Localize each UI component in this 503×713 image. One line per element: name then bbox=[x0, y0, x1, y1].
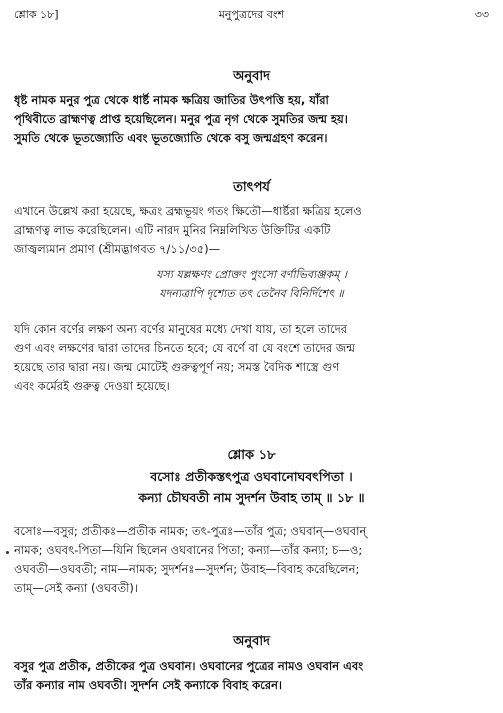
header-sloka-ref: শ্লোক ১৮] bbox=[14, 8, 59, 21]
sloka-line: বসোঃ প্রতীকস্তৎপুত্র ওঘবানোঘবৎপিতা । bbox=[150, 469, 353, 484]
quoted-verse bbox=[0, 265, 503, 303]
text-line: তাম্—সেই কন্যা (ওঘবতী)। bbox=[14, 581, 138, 595]
text-line: নামক; ওঘবৎ-পিতা—যিনি ছিলেন ওঘবানের পিতা; কন্যা—তাঁর কন্যা; চ—ও; bbox=[14, 543, 363, 557]
text-line: সুমতি থেকে ভূতজ্যোতি এবং ভূতজ্যোতি থেকে বসু জন্মগ্রহণ করেন। bbox=[14, 131, 328, 145]
purport-paragraph bbox=[14, 202, 493, 259]
sloka-line: কন্যা চৌঘবতী নাম সুদর্শন উবাহ তাম্ ॥ ১৮ ॥ bbox=[138, 490, 365, 505]
purport-paragraph-2 bbox=[14, 320, 493, 396]
text-line: বসুর পুত্র প্রতীক, প্রতীকের পুত্র ওঘবান। ওঘবানের পুত্রের নামও ওঘবান এবং bbox=[14, 659, 364, 673]
translation-heading: অনুবাদ bbox=[233, 69, 270, 84]
text-line: তাঁর কন্যার নাম ওঘবতী। সুদর্শন সেই কন্যাকে বিবাহ করেন। bbox=[14, 678, 283, 692]
text-line: এখানে উল্লেখ করা হয়েছে, ক্ষত্রং ব্রহ্মভূয়ং গতং ক্ষিতৌ—ধার্ষ্টরা ক্ষত্রিয় হলেও bbox=[14, 204, 362, 218]
verse-line: যস্য যল্লক্ষণং প্রোক্তং পুংসো বর্ণাভিব্যঞ্জকম্ । bbox=[156, 268, 347, 281]
translation-paragraph-2 bbox=[14, 657, 493, 695]
header-chapter-title: মনুপুত্রদের বংশ bbox=[218, 8, 285, 21]
text-line: গুণ এবং লক্ষণের দ্বারা তাদের চিনতে হবে; যে বর্ণে বা যে বংশে তাদের জন্ম bbox=[14, 341, 355, 355]
sloka-heading: শ্লোক ১৮ bbox=[227, 448, 276, 463]
header-page-number: ৩৩ bbox=[474, 8, 489, 21]
running-header bbox=[14, 6, 489, 22]
text-line: জাজ্বল্যমান প্রমাণ (শ্রীমদ্ভাগবত ৭/১১/৩৫)— bbox=[14, 242, 221, 256]
translation-heading-2: অনুবাদ bbox=[233, 634, 270, 649]
purport-heading: তাৎপর্য bbox=[233, 180, 270, 195]
stray-ink-dot bbox=[6, 551, 9, 554]
text-line: ধৃষ্ট নামক মনুর পুত্র থেকে ধার্ষ্ট নামক ক্ষত্রিয় জাতির উৎপত্তি হয়, যাঁরা bbox=[14, 93, 329, 107]
text-line: হয়েছে তার দ্বারা নয়। জন্ম মোটেই গুরুত্বপূর্ণ নয়; সমস্ত বৈদিক শাস্ত্রে গুণ bbox=[14, 360, 340, 374]
sloka-text bbox=[0, 466, 503, 508]
text-line: এবং কর্মেরই গুরুত্ব দেওয়া হয়েছে। bbox=[14, 379, 170, 393]
text-line: ব্রাহ্মণত্ব লাভ করেছিলেন। এটি নারদ মুনির নিম্নলিখিত উক্তিটির একটি bbox=[14, 223, 331, 237]
text-line: বসোঃ—বসুর; প্রতীকঃ—প্রতীক নামক; তৎ-পুত্রঃ—তাঁর পুত্র; ওঘবান্—ওঘবান্ bbox=[14, 524, 367, 538]
translation-paragraph bbox=[14, 91, 493, 148]
synonyms-paragraph bbox=[14, 522, 493, 598]
verse-line: যদন্যত্রাপি দৃশ্যেত তৎ তেনৈব বিনির্দিশেৎ ॥ bbox=[159, 287, 344, 300]
text-line: পৃথিবীতে ব্রাহ্মণত্ব প্রাপ্ত হয়েছিলেন। মনুর পুত্র নৃগ থেকে সুমতির জন্ম হয়। bbox=[14, 112, 348, 126]
text-line: ওঘবতী—ওঘবতী; নাম—নামক; সুদর্শনঃ—সুদর্শন; উবাহ—বিবাহ করেছিলেন; bbox=[14, 562, 360, 576]
text-line: যদি কোন বর্ণের লক্ষণ অন্য বর্ণের মানুষের মধ্যে দেখা যায়, তা হলে তাদের bbox=[14, 322, 348, 336]
